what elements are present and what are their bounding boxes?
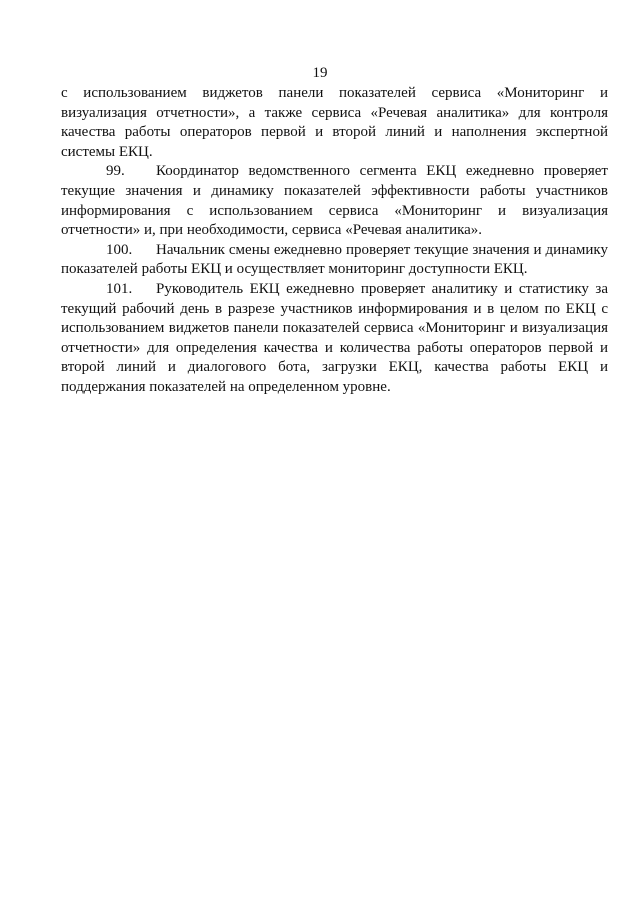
paragraph-text: Руководитель ЕКЦ ежедневно проверяет аналитику и статистику за текущий рабочий день в разрезе участников информирования и в целом по ЕКЦ с использованием виджетов панели показателей сервиса «Мониторинг и визуализация отчетности» для определения качества и количества работы операторов первой и второй линий и диалогового бота, загрузки ЕКЦ, качества работы ЕКЦ и поддержания показателей на определенном уровне. <box>61 280 608 395</box>
paragraph-text: Начальник смены ежедневно проверяет текущие значения и динамику показателей работы ЕКЦ и осуществляет мониторинг доступности ЕКЦ. <box>61 241 608 278</box>
document-body <box>61 84 608 398</box>
paragraph-99 <box>61 162 608 240</box>
paragraph-text: с использованием виджетов панели показателей сервиса «Мониторинг и визуализация отчетности», а также сервиса «Речевая аналитика» для контроля качества работы операторов первой и второй линий и наполнения экспертной системы ЕКЦ. <box>61 85 608 160</box>
page-number: 19 <box>312 65 328 81</box>
paragraph-continuation <box>61 84 608 162</box>
paragraph-number: 99. <box>106 163 125 180</box>
paragraph-101 <box>61 280 608 398</box>
paragraph-text: Координатор ведомственного сегмента ЕКЦ ежедневно проверяет текущие значения и динамику показателей эффективности работы участников информирования с использованием сервиса «Мониторинг и визуализация отчетности» и, при необходимости, сервиса «Речевая аналитика». <box>61 163 608 239</box>
paragraph-100 <box>61 241 608 280</box>
paragraph-number: 100. <box>106 241 133 258</box>
paragraph-number: 101. <box>106 280 133 297</box>
